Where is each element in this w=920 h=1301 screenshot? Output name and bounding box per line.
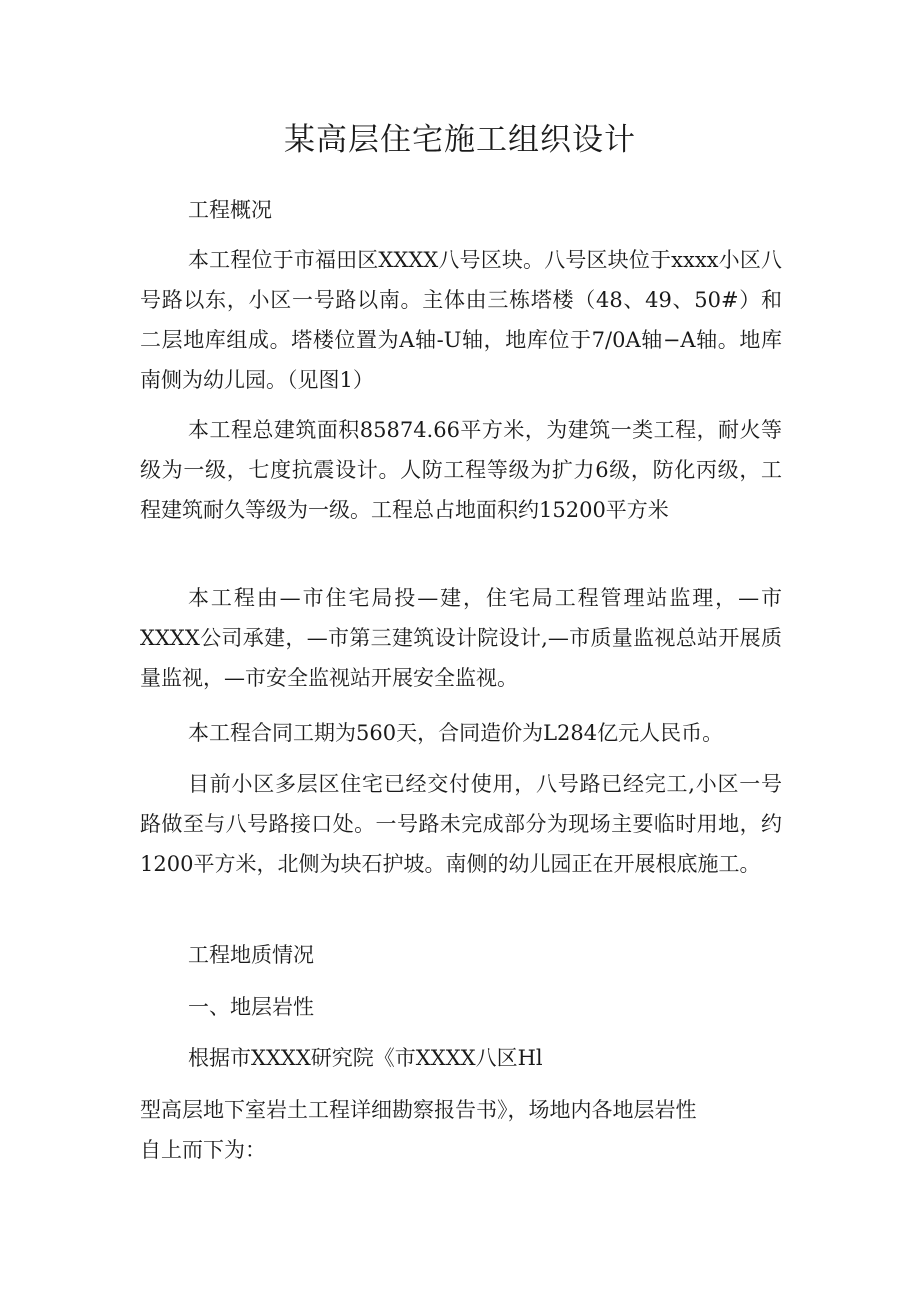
paragraph-parties: 本工程由—市住宅局投—建，住宅局工程管理站监理，—市XXXX公司承建，—市第三建筑设计院设计,—市质量监视总站开展质量监视，—市安全监视站开展安全监视。 <box>140 586 782 690</box>
paragraph-report-line-2: 型高层地下室岩土工程详细勘察报告书》，场地内各地层岩性 <box>140 1098 697 1122</box>
document-title: 某高层住宅施工组织设计 <box>284 122 636 158</box>
paragraph-area: 本工程总建筑面积85874.66平方米，为建筑一类工程，耐火等级为一级，七度抗震设计。人防工程等级为扩力6级，防化丙级，工程建筑耐久等级为一级。工程总占地面积约15200平方米 <box>140 418 782 522</box>
section-heading-geology: 工程地质情况 <box>188 943 314 967</box>
subsection-heading-strata: 一、地层岩性 <box>188 995 314 1019</box>
section-heading-overview: 工程概况 <box>188 198 272 222</box>
paragraph-contract: 本工程合同工期为560天，合同造价为L284亿元人民币。 <box>188 721 724 745</box>
paragraph-site: 目前小区多层区住宅已经交付使用，八号路已经完工,小区一号路做至与八号路接口处。一号路未完成部分为现场主要临时用地，约1200平方米，北侧为块石护坡。南侧的幼儿园正在开展根底施工。 <box>140 772 782 876</box>
paragraph-location: 本工程位于市福田区XXXX八号区块。八号区块位于xxxx小区八号路以东，小区一号路以南。主体由三栋塔楼（48、49、50#）和二层地库组成。塔楼位置为A轴-U轴，地库位于7/0A轴−A轴。地库南侧为幼儿园。（见图1） <box>140 248 782 392</box>
paragraph-report-line-3: 自上而下为： <box>140 1138 266 1162</box>
paragraph-report-line-1: 根据市XXXX研究院《市XXXX八区Hl <box>188 1046 543 1070</box>
